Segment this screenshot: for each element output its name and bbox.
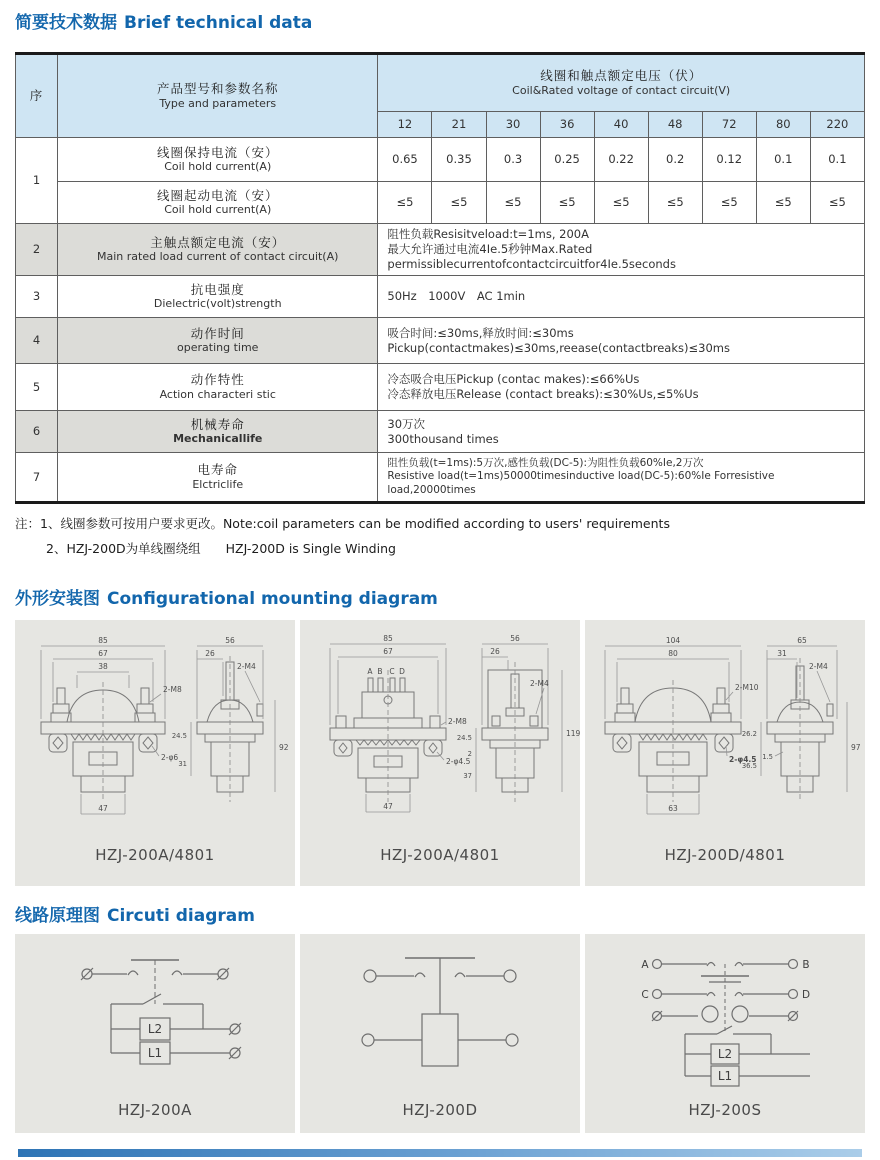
panel-caption: HZJ-200S xyxy=(688,1101,762,1119)
terminal-label: B xyxy=(377,667,383,676)
dim-label: 2 xyxy=(467,750,472,758)
note-line-1: 注：1、线圈参数可按用户要求更改。Note:coil parameters can be modified according to users' requirements xyxy=(15,516,670,531)
dim-label: 37 xyxy=(463,772,472,780)
dim-label: 80 xyxy=(668,649,678,658)
voltage-col: 36 xyxy=(540,112,594,138)
value-cell: ≤5 xyxy=(540,182,594,224)
mounting-drawing-hzj200a-2 xyxy=(300,626,580,838)
mounting-panel-1 xyxy=(15,620,295,886)
dim-label: 97 xyxy=(851,743,861,752)
spec-table xyxy=(15,52,865,504)
coil-circuit xyxy=(111,994,241,1064)
mounting-drawing-hzj200a xyxy=(15,626,295,838)
value-cell: ≤5 xyxy=(378,182,432,224)
header-seq: 序 xyxy=(16,54,58,138)
coil-label-l2: L2 xyxy=(147,1022,163,1036)
dim-label: 65 xyxy=(797,636,807,645)
dim-label: 85 xyxy=(383,634,393,643)
mounting-title xyxy=(15,584,438,609)
dim-label: 31 xyxy=(178,760,187,768)
contact-assembly xyxy=(652,960,798,1035)
voltage-col: 220 xyxy=(810,112,864,138)
value-cell: 0.65 xyxy=(378,138,432,182)
terminal-label: D xyxy=(399,667,405,676)
dim-label: 47 xyxy=(98,804,108,813)
mounting-title-zh: 外形安装图 xyxy=(15,589,100,609)
voltage-col: 72 xyxy=(702,112,756,138)
dim-label: 1.5 xyxy=(762,753,773,761)
value-cell: ≤5 xyxy=(702,182,756,224)
circuit-title-en: Circuti diagram xyxy=(107,906,255,926)
dim-label: 2-M8 xyxy=(448,717,467,726)
dim-label: 2-M10 xyxy=(735,683,759,692)
value-cell: 冷态吸合电压Pickup (contac makes):≤66%Us 冷态释放电压Release (contact breaks):≤30%Us,≤5%Us xyxy=(378,364,865,411)
dim-label: 67 xyxy=(98,649,108,658)
value-cell: ≤5 xyxy=(756,182,810,224)
seq-cell: 6 xyxy=(16,411,58,453)
dim-label: 2-φ6 xyxy=(161,753,179,762)
dim-label: 104 xyxy=(665,636,681,645)
value-cell: 阻性负载Resisitveload:t=1ms, 200A 最大允许通过电流4Ie.5秒钟Max.Rated permissiblecurrentofcontactcircuitfor4Ie.5seconds xyxy=(378,224,865,276)
panel-caption: HZJ-200A xyxy=(118,1101,192,1119)
label-cell: 动作特性 Action characteri stic xyxy=(58,364,378,411)
terminal-label: C xyxy=(389,667,395,676)
circuit-title xyxy=(15,901,255,926)
dim-label: 85 xyxy=(98,636,108,645)
value-cell: ≤5 xyxy=(594,182,648,224)
coil-circuit xyxy=(362,1014,518,1066)
circuit-drawing-hzj200a xyxy=(15,942,295,1092)
voltage-col: 30 xyxy=(486,112,540,138)
value-cell: ≤5 xyxy=(486,182,540,224)
terminal-label-c: C xyxy=(641,989,649,1001)
label-cell: 抗电强度 Dielectric(volt)strength xyxy=(58,276,378,318)
dim-label: 26 xyxy=(490,647,500,656)
row-coil-start xyxy=(16,182,865,224)
value-cell: 0.12 xyxy=(702,138,756,182)
dim-label: 56 xyxy=(510,634,520,643)
seq-cell: 3 xyxy=(16,276,58,318)
value-cell: ≤5 xyxy=(648,182,702,224)
panel-caption: HZJ-200A/4801 xyxy=(380,846,500,864)
voltage-col: 80 xyxy=(756,112,810,138)
footer-rule xyxy=(18,1149,862,1157)
voltage-col: 40 xyxy=(594,112,648,138)
dim-label: 2-φ4.5 xyxy=(729,755,757,764)
row-electric-life xyxy=(16,453,865,503)
row-mechanical-life xyxy=(16,411,865,453)
dim-label: 24.5 xyxy=(171,732,187,740)
dim-label: 2-M4 xyxy=(530,679,549,688)
panel-caption: HZJ-200A/4801 xyxy=(95,846,215,864)
voltage-col: 12 xyxy=(378,112,432,138)
coil-circuit xyxy=(685,1026,810,1086)
terminal-label-a: A xyxy=(641,959,649,971)
dim-label: 2-φ4.5 xyxy=(446,757,471,766)
label-cell: 线圈保持电流（安） Coil hold current(A) xyxy=(58,138,378,182)
value-cell: 0.35 xyxy=(432,138,486,182)
value-cell: ≤5 xyxy=(810,182,864,224)
dim-label: 92 xyxy=(279,743,289,752)
dim-label: 47 xyxy=(383,802,393,811)
dim-label: 31 xyxy=(777,649,787,658)
circuit-title-zh: 线路原理图 xyxy=(15,906,100,926)
value-cell: 0.1 xyxy=(810,138,864,182)
mounting-panel-3 xyxy=(585,620,865,886)
circuit-panel-1 xyxy=(15,934,295,1133)
dim-label: 119 xyxy=(566,729,580,738)
terminal-label-b: B xyxy=(802,959,810,971)
seq-cell: 4 xyxy=(16,318,58,364)
label-cell: 电寿命 Elctriclife xyxy=(58,453,378,503)
panel-caption: HZJ-200D xyxy=(402,1101,478,1119)
value-cell: 阻性负载(t=1ms):5万次,感性负载(DC-5):为阻性负载60%Ie,2万次 Resistive load(t=1ms)50000timesinductive load(DC-5):60%Ie Forresistive load,20000times xyxy=(378,453,865,503)
label-cell: 主触点额定电流（安） Main rated load current of contact circuit(A) xyxy=(58,224,378,276)
mounting-title-en: Configurational mounting diagram xyxy=(107,589,438,609)
dim-label: 2-M8 xyxy=(163,685,182,694)
dim-label: 67 xyxy=(383,647,393,656)
header-row-1 xyxy=(16,54,865,112)
brief-data-title-zh: 简要技术数据 xyxy=(15,13,117,33)
row-dielectric xyxy=(16,276,865,318)
row-main-current xyxy=(16,224,865,276)
terminal-label: A xyxy=(367,667,373,676)
seq-cell: 5 xyxy=(16,364,58,411)
label-cell: 动作时间 operating time xyxy=(58,318,378,364)
dimensions xyxy=(605,636,861,814)
note-line-2: 2、HZJ-200D为单线圈绕组 HZJ-200D is Single Winding xyxy=(46,541,396,556)
coil-label-l1: L1 xyxy=(147,1046,163,1060)
header-type: 产品型号和参数名称 Type and parameters xyxy=(58,54,378,138)
value-cell: 吸合时间:≤30ms,释放时间:≤30ms Pickup(contactmakes)≤30ms,reease(contactbreaks)≤30ms xyxy=(378,318,865,364)
seq-cell: 7 xyxy=(16,453,58,503)
header-voltage: 线圈和触点额定电压（伏） Coil&Rated voltage of contact circuit(V) xyxy=(378,54,865,112)
dim-label: 24.5 xyxy=(456,734,472,742)
value-cell: 0.2 xyxy=(648,138,702,182)
coil-label-l2: L2 xyxy=(717,1047,733,1061)
row-coil-hold xyxy=(16,138,865,182)
mounting-drawing-hzj200d xyxy=(585,626,865,838)
dim-label: 38 xyxy=(98,662,108,671)
brief-data-title-en: Brief technical data xyxy=(124,13,313,33)
value-cell: 0.25 xyxy=(540,138,594,182)
dim-label: 56 xyxy=(225,636,235,645)
dim-label: 2-M4 xyxy=(237,662,256,671)
row-operating-time xyxy=(16,318,865,364)
circuit-drawing-hzj200d xyxy=(300,942,580,1092)
value-cell: 30万次 300thousand times xyxy=(378,411,865,453)
dim-label: 36.5 xyxy=(741,762,757,770)
mounting-panel-2 xyxy=(300,620,580,886)
value-cell: 0.22 xyxy=(594,138,648,182)
dim-label: 26 xyxy=(205,649,215,658)
circuit-panel-3 xyxy=(585,934,865,1133)
circuit-drawing-hzj200s xyxy=(585,942,865,1092)
dim-label: 2-M4 xyxy=(809,662,828,671)
coil-label-l1: L1 xyxy=(717,1069,733,1083)
seq-cell: 1 xyxy=(16,138,58,224)
seq-cell: 2 xyxy=(16,224,58,276)
label-cell: 机械寿命 Mechanicallife xyxy=(58,411,378,453)
dim-label: 63 xyxy=(668,804,678,813)
voltage-col: 48 xyxy=(648,112,702,138)
voltage-col: 21 xyxy=(432,112,486,138)
contact-assembly xyxy=(364,958,516,1014)
terminal-label-d: D xyxy=(801,989,811,1001)
value-cell: 50Hz 1000V AC 1min xyxy=(378,276,865,318)
dim-label: 26.2 xyxy=(741,730,757,738)
circuit-panel-2 xyxy=(300,934,580,1133)
row-action-characteristic xyxy=(16,364,865,411)
brief-data-title xyxy=(15,8,312,33)
panel-caption: HZJ-200D/4801 xyxy=(664,846,786,864)
value-cell: ≤5 xyxy=(432,182,486,224)
value-cell: 0.1 xyxy=(756,138,810,182)
label-cell: 线圈起动电流（安） Coil hold current(A) xyxy=(58,182,378,224)
value-cell: 0.3 xyxy=(486,138,540,182)
